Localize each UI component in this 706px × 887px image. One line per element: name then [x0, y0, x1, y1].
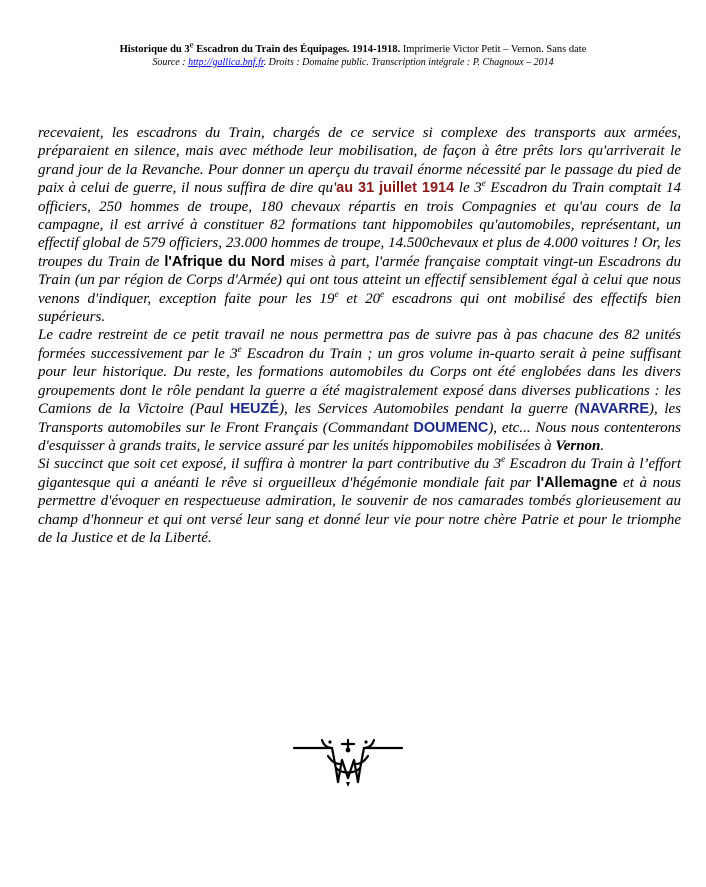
document-header-source	[0, 57, 706, 68]
source-link[interactable]: http://gallica.bnf.fr	[188, 57, 264, 68]
p1-sup-3: e	[380, 288, 385, 299]
p3-text-c: et à nous permettre d'évoquer en respectueuse admiration, le souvenir de nos camarades tombés glorieusement au champ d'honneur et qui ont versé leur sang et donné leur vie pour notre chère Patrie et pour le triomphe de la Justice et de la Liberté.	[38, 474, 681, 546]
paragraph-3	[38, 455, 681, 547]
paragraph-2	[38, 326, 681, 455]
p2-text-e: ), etc... Nous nous contenterons d'esquisser à grands traits, le service assuré par les unités hippomobiles mobilisées à	[38, 419, 681, 454]
afrique-du-nord-bold: l'Afrique du Nord	[164, 253, 285, 270]
header-title-bold: Historique du 3	[119, 44, 190, 55]
p1-text-d: mises à part, l'armée française comptait vingt-un Escadrons du Train (un par région de Corps d'Armée) qui ont tous atteint un effectif sensiblement égal à celui que nous venons d'indiquer, exception faite pour les 19	[38, 253, 682, 307]
p1-text-b: le 3	[454, 180, 482, 197]
p1-text-a: recevaient, les escadrons du Train, chargés de ce service si complexe des transports aux armées, préparaient en silence, mais avec méthode leur mobilisation, de façon à être prêts lors qu'arriverait le grand jour de la Revanche. Pour donner un aperçu du travail énorme nécessité par le passage du pied de paix à celui de guerre, il nous suffira de dire qu'	[38, 125, 681, 197]
p2-text-f: .	[600, 437, 605, 454]
author-doumenc: DOUMENC	[413, 419, 489, 436]
header-title-rest: Imprimerie Victor Petit – Vernon. Sans date	[400, 44, 587, 55]
paragraph-1	[38, 124, 681, 326]
p2-text-b: Escadron du Train ; un gros volume in-quarto serait à peine suffisant pour leur historique. Du reste, les formations automobiles du Corps ont été englobées dans les divers groupements dont le rôle pendant la guerre a été magistralement exposé dans diverses publications : les Camions de la Victoire (Paul	[38, 345, 681, 418]
author-heuze: HEUZÉ	[229, 401, 280, 418]
p3-text-a: Si succinct que soit cet exposé, il suffira à montrer la part contributive du 3	[38, 456, 502, 473]
vignette-ornament-icon	[292, 738, 404, 788]
p1-sup-1: e	[481, 178, 486, 189]
p2-text-c: ), les Services Automobiles pendant la guerre (	[279, 401, 580, 418]
source-rest: . Droits : Domaine public. Transcription intégrale : P. Chagnoux – 2014	[263, 57, 554, 68]
p2-text-d: ), les Transports automobiles sur le Front Français (Commandant	[38, 401, 681, 436]
p3-text-b: Escadron du Train à l’effort gigantesque qui a anéanti le rêve si orgueilleux d'hégémonie mondiale fait par	[38, 456, 681, 491]
p2-text-a: Le cadre restreint de ce petit travail ne nous permettra pas de suivre pas à pas chacune des 82 unités formées successivement par le 3	[38, 327, 681, 362]
document-header-title	[0, 39, 706, 55]
header-title-bold-rest: Escadron du Train des Équipages. 1914-1918.	[193, 44, 401, 55]
p1-sup-2: e	[334, 288, 339, 299]
allemagne-bold: l'Allemagne	[536, 474, 618, 491]
p1-text-f: escadrons qui ont mobilisé des effectifs bien supérieurs.	[38, 290, 682, 326]
p1-text-e: et 20	[338, 290, 381, 307]
p3-sup-1: e	[501, 454, 506, 465]
source-label: Source :	[152, 57, 189, 68]
vernon-bold: Vernon	[555, 437, 601, 454]
author-navarre: NAVARRE	[579, 401, 650, 418]
header-title-sup: e	[189, 39, 194, 50]
body-text	[38, 124, 681, 547]
p1-text-c: Escadron du Train comptait 14 officiers, 250 hommes de troupe, 180 chevaux répartis en trois Compagnies et qu'au cours de la campagne, il est arrivé à constituer 82 formations tant hippomobiles qu'automobiles, représentant, un effectif global de 579 officiers, 23.000 hommes de troupe, 14.500chevaux et plus de 4.000 voitures ! Or, les troupes du Train de	[38, 180, 681, 270]
p2-sup-1: e	[237, 343, 242, 354]
date-highlight: au 31 juillet 1914	[336, 180, 455, 197]
